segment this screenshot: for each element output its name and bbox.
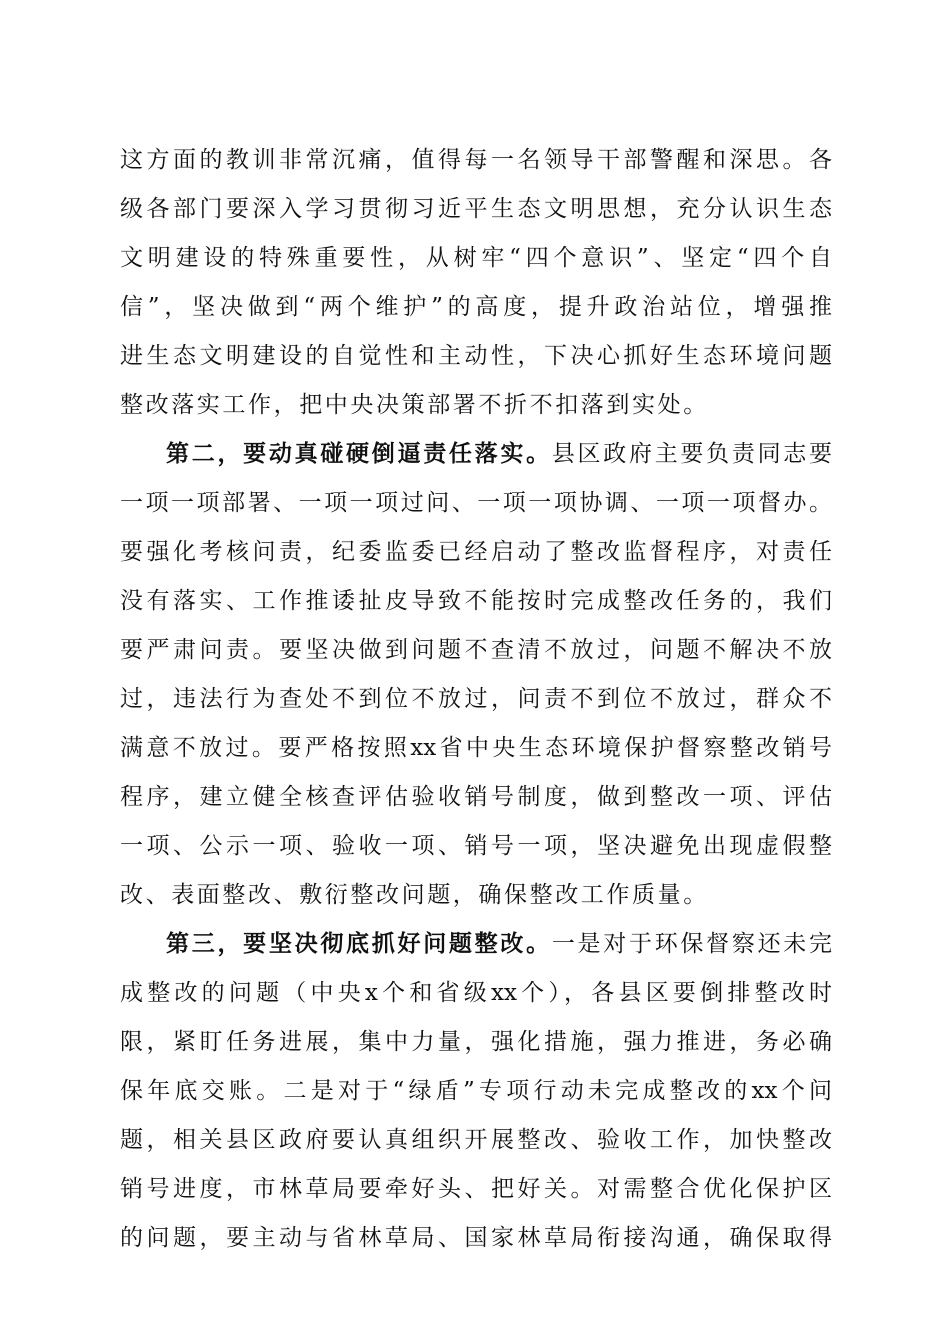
paragraph-line: 要严肃问责。要坚决做到问题不查清不放过，问题不解决不放 [120,637,832,663]
paragraph-line: 一项一项部署、一项一项过问、一项一项协调、一项一项督办。 [120,490,832,516]
paragraph-text: 一是对于环保督察还未完 [551,931,833,957]
paragraph-line: 改、表面整改、敷衍整改问题，确保整改工作质量。 [120,882,709,908]
paragraph-line: 要强化考核问责，纪委监委已经启动了整改监督程序，对责任 [120,539,832,565]
paragraph-line: 一项、公示一项、验收一项、销号一项，坚决避免出现虚假整 [120,833,832,859]
paragraph-line: 保年底交账。二是对于“绿盾”专项行动未完成整改的xx个问 [120,1078,832,1104]
paragraph-line: 过，违法行为查处不到位不放过，问责不到位不放过，群众不 [120,686,832,712]
paragraph-line: 这方面的教训非常沉痛，值得每一名领导干部警醒和深思。各 [120,147,832,173]
paragraph-line: 销号进度，市林草局要牵好头、把好关。对需整合优化保护区 [120,1176,832,1202]
paragraph-line: 没有落实、工作推诿扯皮导致不能按时完成整改任务的，我们 [120,588,832,614]
section-heading: 第二，要动真碰硬倒逼责任落实。 [166,440,552,467]
paragraph-line: 程序，建立健全核查评估验收销号制度，做到整改一项、评估 [120,784,832,810]
paragraph-line: 限，紧盯任务进展，集中力量，强化措施，强力推进，务必确 [120,1029,832,1055]
paragraph-line: 满意不放过。要严格按照xx省中央生态环境保护督察整改销号 [120,735,832,761]
paragraph-first-line [166,434,832,474]
paragraph-line: 信”，坚决做到“两个维护”的高度，提升政治站位，增强推 [120,294,832,320]
paragraph-line: 题，相关县区政府要认真组织开展整改、验收工作，加快整改 [120,1127,832,1153]
paragraph-text: 县区政府主要负责同志要 [551,441,833,467]
paragraph-line: 文明建设的特殊重要性，从树牢“四个意识”、坚定“四个自 [120,245,832,271]
paragraph-line: 成整改的问题（中央x个和省级xx个），各县区要倒排整改时 [120,980,832,1006]
paragraph-line: 进生态文明建设的自觉性和主动性，下决心抓好生态环境问题 [120,343,832,369]
section-heading: 第三，要坚决彻底抓好问题整改。 [166,930,552,957]
paragraph-line: 级各部门要深入学习贯彻习近平生态文明思想，充分认识生态 [120,196,832,222]
paragraph-line: 整改落实工作，把中央决策部署不折不扣落到实处。 [120,392,709,418]
paragraph-line: 的问题，要主动与省林草局、国家林草局衔接沟通，确保取得 [120,1225,832,1251]
paragraph-first-line [166,924,832,964]
